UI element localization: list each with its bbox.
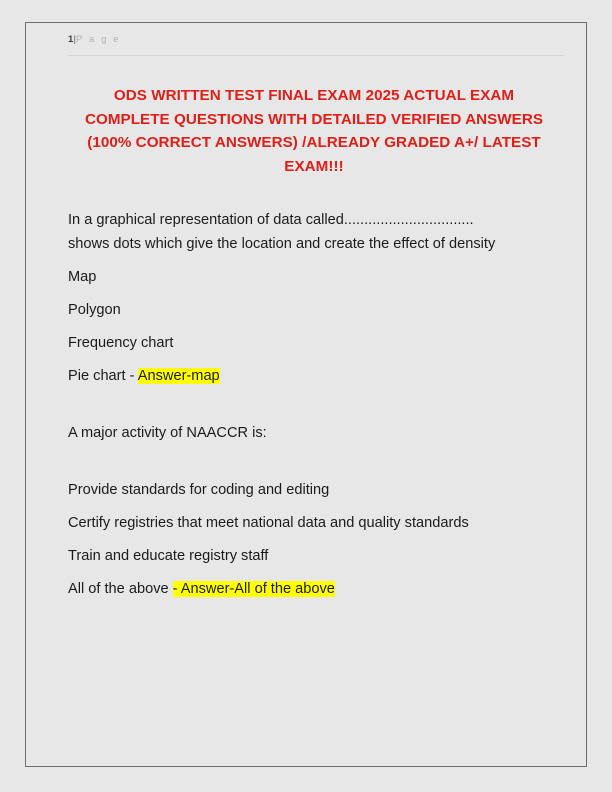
answer-option bbox=[68, 544, 508, 568]
question-prompt: A major activity of NAACCR is: bbox=[68, 425, 267, 441]
answer-option bbox=[68, 364, 508, 388]
answer-option bbox=[68, 298, 508, 322]
highlighted-answer: - Answer-All of the above bbox=[172, 581, 335, 597]
document-body bbox=[68, 208, 564, 601]
answer-option-text: Train and educate registry staff bbox=[68, 548, 269, 564]
answer-option bbox=[68, 331, 508, 355]
answer-option bbox=[68, 478, 508, 502]
page-word-label: P a g e bbox=[75, 34, 121, 45]
page-number-separator: | bbox=[73, 34, 76, 45]
page-header bbox=[68, 34, 564, 58]
answer-option bbox=[68, 265, 508, 289]
header-divider bbox=[68, 55, 564, 56]
answer-option-text: Pie chart - bbox=[68, 368, 138, 384]
highlighted-answer: Answer-map bbox=[137, 368, 220, 384]
answer-option bbox=[68, 577, 508, 601]
answer-option-text: Polygon bbox=[68, 302, 121, 318]
answer-option-text: Map bbox=[68, 269, 97, 285]
document-title: ODS WRITTEN TEST FINAL EXAM 2025 ACTUAL EXAM COMPLETE QUESTIONS WITH DETAILED VERIFIED ANSWERS (100% CORRECT ANSWERS) /ALREADY GRADED A+/ LATEST EXAM!!! bbox=[84, 87, 544, 175]
answer-option-text: Frequency chart bbox=[68, 335, 174, 351]
paragraph-spacer bbox=[68, 397, 564, 421]
question-prompt: In a graphical representation of data called................................ shows dots which give the location and create the effect of density bbox=[68, 212, 496, 252]
answer-option-text: Provide standards for coding and editing bbox=[68, 482, 330, 498]
document-page bbox=[25, 22, 587, 767]
answer-option-text: Certify registries that meet national data and quality standards bbox=[68, 515, 469, 531]
page-content-area bbox=[68, 34, 564, 610]
paragraph-spacer bbox=[68, 454, 564, 478]
page-number-label bbox=[68, 34, 564, 46]
answer-option bbox=[68, 511, 508, 535]
answer-option-text: All of the above bbox=[68, 581, 173, 597]
page-number-value: 1 bbox=[68, 34, 74, 45]
